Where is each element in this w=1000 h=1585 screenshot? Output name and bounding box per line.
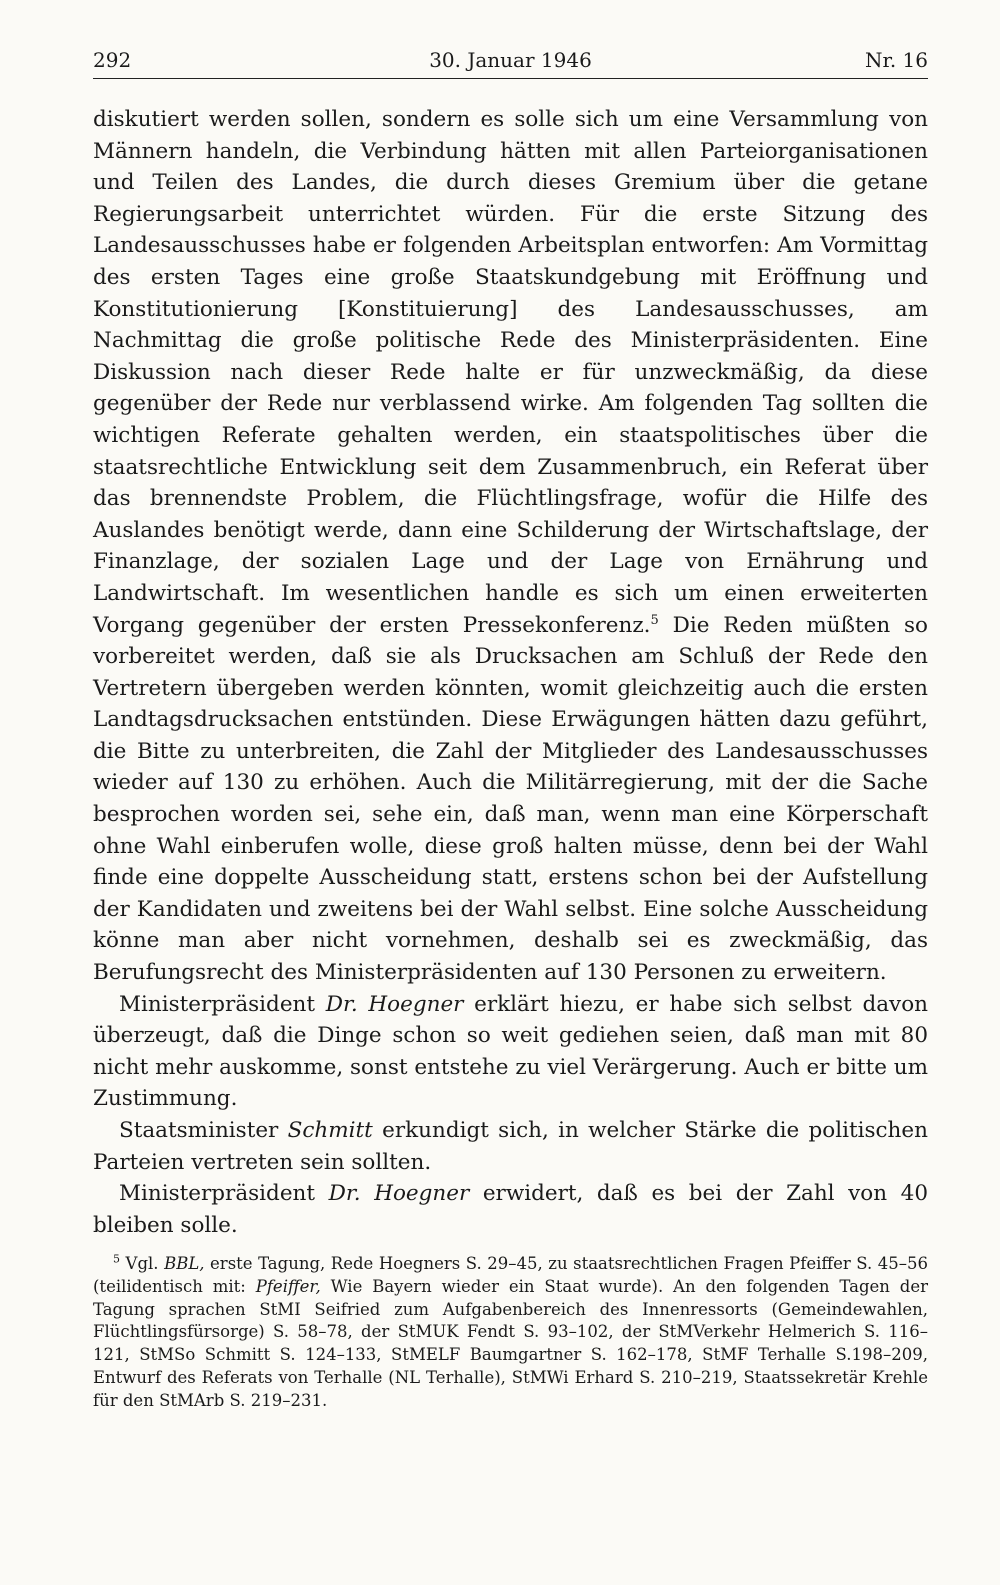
footnote-mark: 5 [113,1252,120,1266]
paragraph-text: diskutiert werden sollen, sondern es solle sich um eine Versammlung von Männern handeln, die Verbindung hätten mit allen Parteiorganisationen und Teilen des Landes, die durch dieses Gremium über die getane Regierungsarbeit unterrichtet würden. Für die erste Sitzung des Landesausschusses habe er folgenden Arbeitsplan entworfen: Am Vormittag des ersten Tages eine große Staatskundgebung mit Eröffnung und Konstitutionierung [Konstituierung] des Landesausschusses, am Nachmittag die große politische Rede des Ministerpräsidenten. Eine Diskussion nach dieser Rede halte er für unzweckmäßig, da diese gegenüber der Rede nur verblassend wirke. Am folgenden Tag sollten die wichtigen Referate gehalten werden, ein staatspolitisches über die staatsrechtliche Entwicklung seit dem Zusammenbruch, ein Referat über das brennendste Problem, die Flüchtlingsfrage, wofür die Hilfe des Auslandes benötigt werde, dann eine Schilderung der Wirtschaftslage, der Finanzlage, der sozialen Lage und der Lage von Ernährung und Landwirtschaft. Im wesentlichen handle es sich um einen erweiterten Vorgang gegenüber der ersten Pressekonferenz. [93,107,928,638]
main-text [93,104,928,1241]
footnote-text [93,1253,928,1413]
footnote-citation: BBL, [164,1254,205,1273]
paragraph [93,989,928,1115]
page-number: 292 [93,48,132,72]
paragraph [93,1178,928,1241]
header-date: 30. Januar 1946 [429,48,592,72]
paragraph-text: erwidert, daß es bei der Zahl von 40 bleiben solle. [93,1181,929,1238]
paragraph [93,1115,928,1178]
footnote-reference[interactable]: 5 [650,612,659,628]
footnote-citation: Pfeiffer, [255,1276,321,1296]
paragraph-text: Die Reden müßten so vorbereitet werden, daß sie als Drucksachen am Schluß der Rede den Vertretern übergeben werden könnten, womit gleichzeitig auch die ersten Landtagsdrucksachen entstünden. Diese Erwägungen hätten dazu geführt, die Bitte zu unterbreiten, die Zahl der Mitglieder des Landesausschusses wieder auf 130 zu erhöhen. Auch die Militärregierung, mit der die Sache besprochen worden sei, sehe ein, daß man, wenn man eine Körperschaft ohne Wahl einberufen wolle, diese groß halten müsse, denn bei der Wahl finde eine doppelte Ausscheidung statt, erstens schon bei der Aufstellung der Kandidaten und zweitens bei der Wahl selbst. Eine solche Ausscheidung könne man aber nicht vornehmen, deshalb sei es zweckmäßig, das Berufungsrecht des Ministerpräsidenten auf 130 Personen zu erweitern. [93,612,928,986]
issue-number: Nr. 16 [864,48,928,72]
footnote-segment: Wie Bayern wieder ein Staat wurde). An den folgenden Tagen der Tagung sprachen StMI Seifried zum Aufgabenbereich des Innenressorts (Gemeindewahlen, Flüchtlingsfürsorge) S. 58–78, der StMUK Fendt S. 93–102, der StMVerkehr Helmerich S. 116–121, StMSo Schmitt S. 124–133, StMELF Baumgartner S. 162–178, StMF Terhalle S.198–209, Entwurf des Referats von Terhalle (NL Terhalle), StMWi Erhard S. 210–219, Staatssekretär Krehle für den StMArb S. 219–231. [93,1276,928,1410]
paragraph [93,104,928,989]
speaker-name: Dr. Hoegner [328,1181,470,1207]
paragraph-text: erkundigt sich, in welcher Stärke die politischen Parteien vertreten sein sollten. [93,1118,928,1175]
running-header [93,44,928,79]
paragraph-text: Ministerpräsident [119,1181,329,1207]
footnote-segment: erste Tagung, Rede Hoegners S. 29–45, zu staatsrechtlichen Fragen Pfeiffer S. 45–56 (teilidentisch mit: [93,1254,928,1296]
speaker-name: Dr. Hoegner [325,991,464,1017]
footnote [93,1253,928,1413]
footnote-segment: Vgl. [120,1254,165,1273]
paragraph-text: Staatsminister [119,1118,288,1143]
paragraph-text: Ministerpräsident [119,991,326,1017]
paragraph-text: erklärt hiezu, er habe sich selbst davon überzeugt, daß die Dinge schon so weit gediehen seien, daß man mit 80 nicht mehr auskomme, sonst entstehe zu viel Verärgerung. Auch er bitte um Zustimmung. [93,991,928,1112]
speaker-name: Schmitt [287,1118,373,1143]
